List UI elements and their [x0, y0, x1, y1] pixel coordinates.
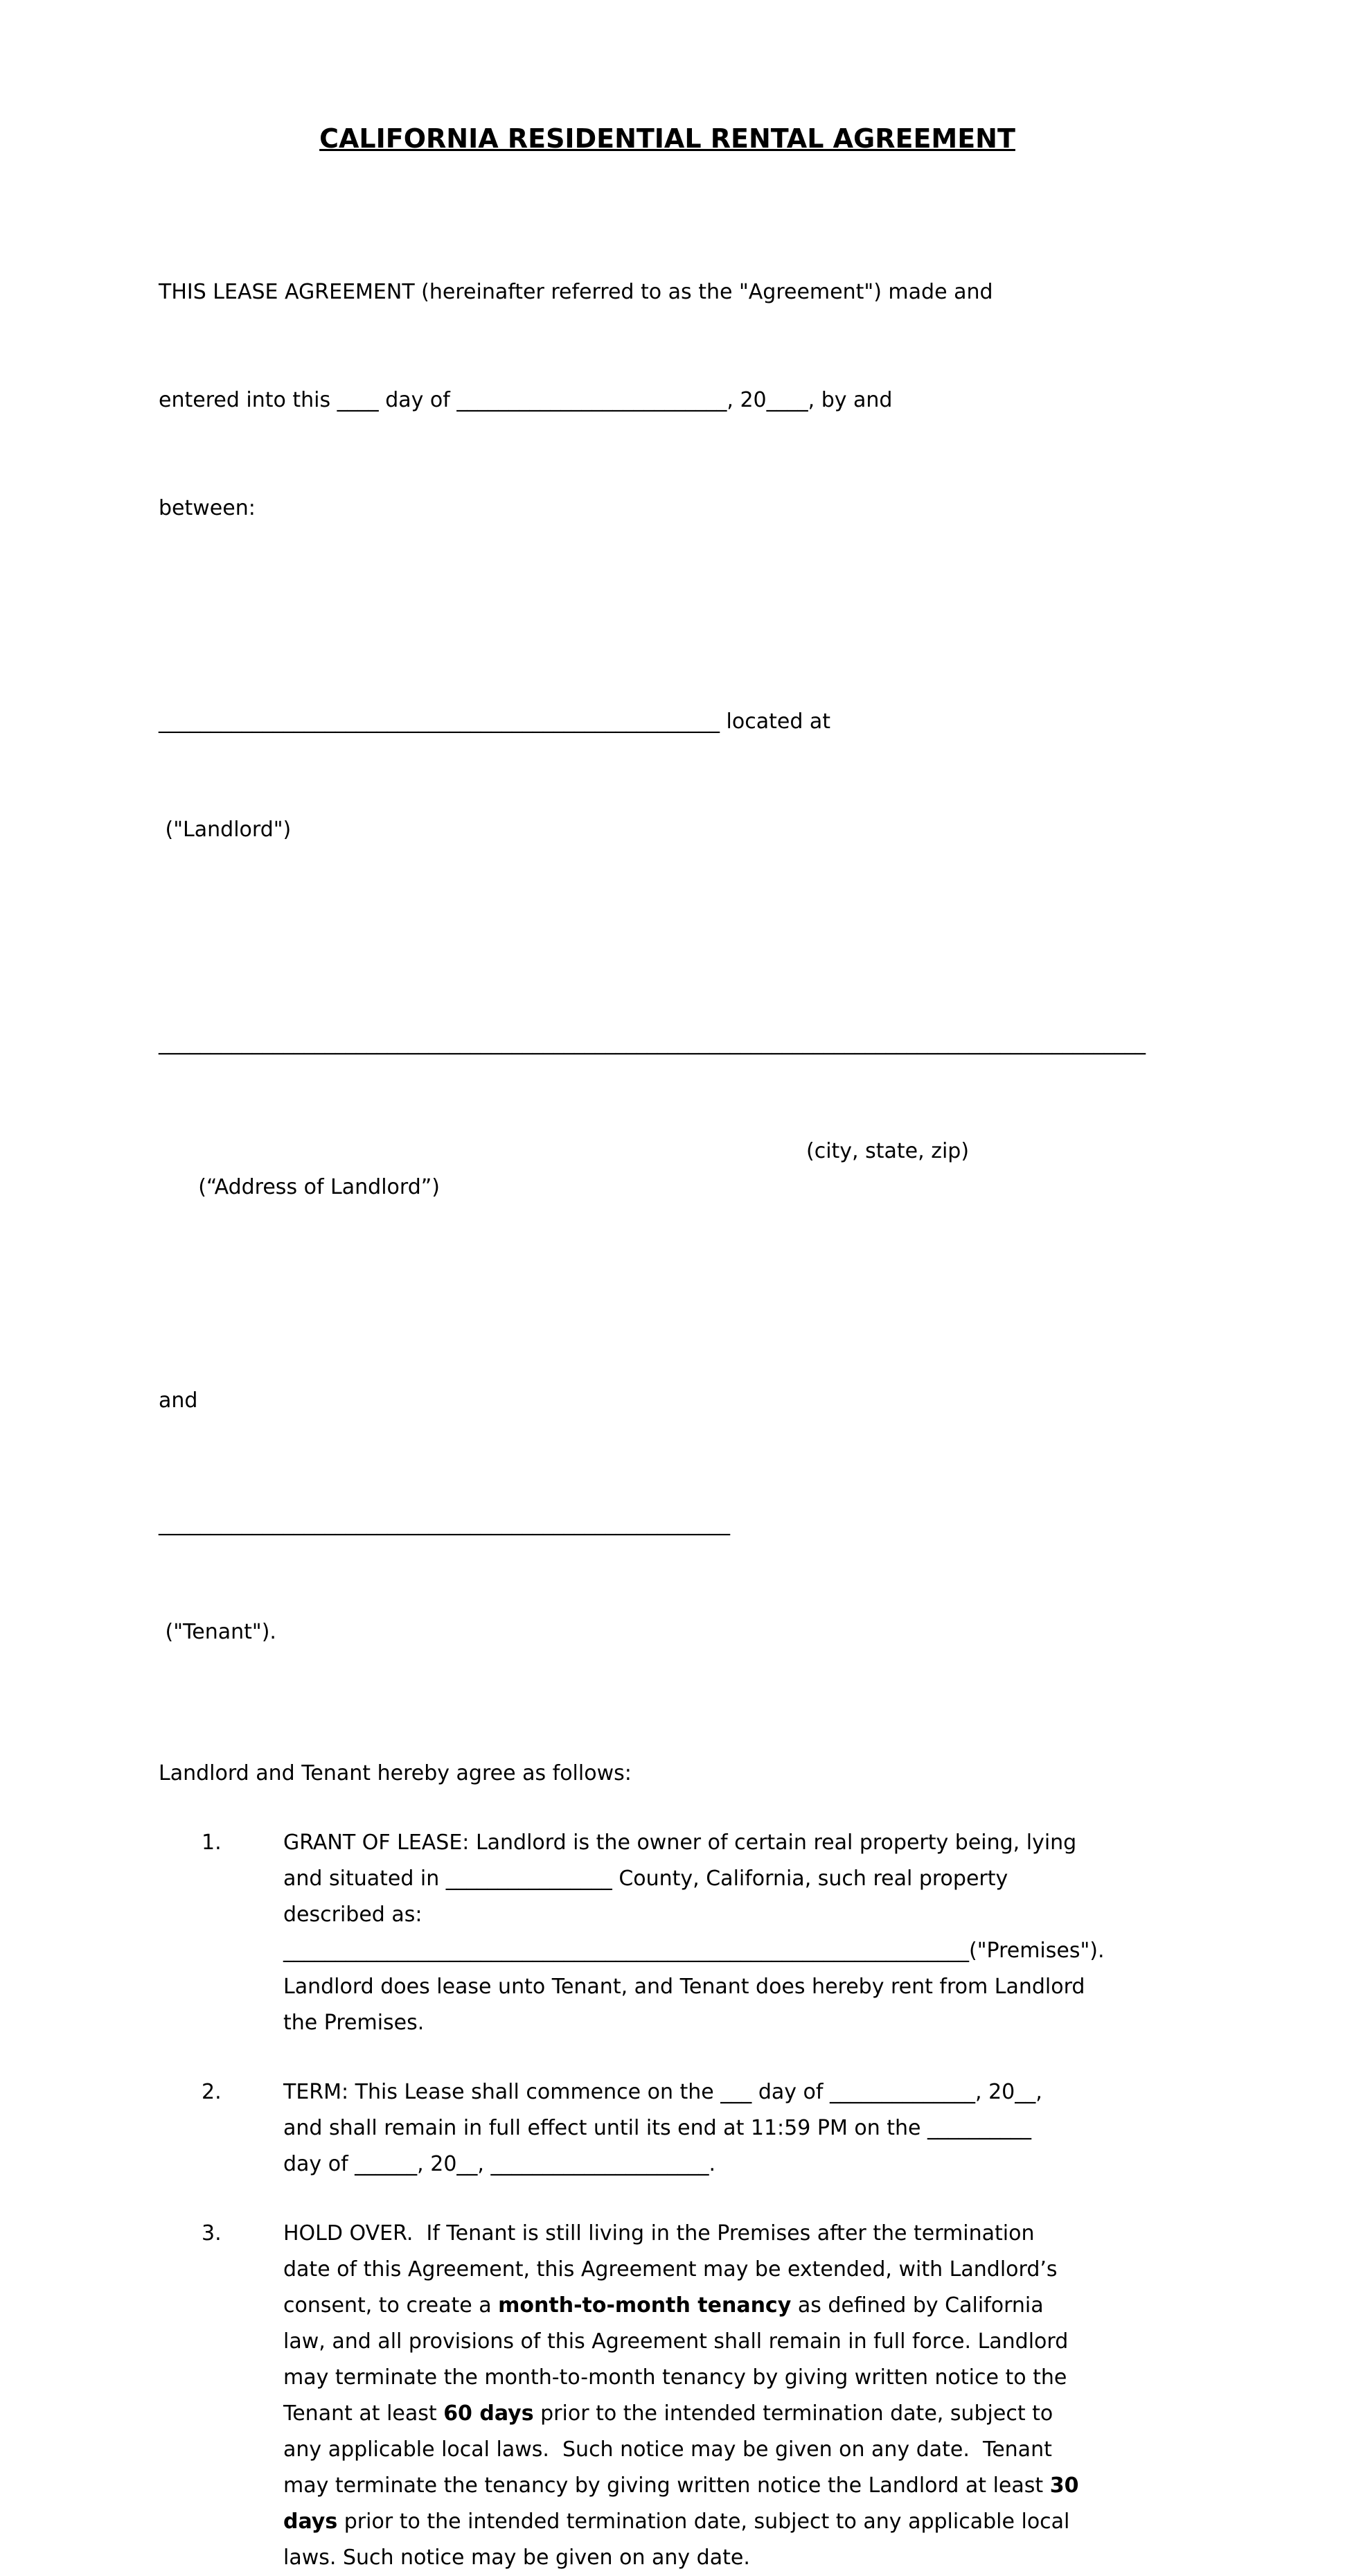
- agreement-items: [159, 1825, 1176, 2576]
- landlord-blank-line: ______________________________________________________ located at: [159, 709, 831, 734]
- landlord-address-block: [159, 953, 1176, 1350]
- text-segment: may terminate the month-to-month tenancy by giving written notice to the: [283, 2365, 1067, 2390]
- text-segment: prior to the intended termination date, subject to any applicable local: [337, 2509, 1070, 2534]
- text-line: [283, 2396, 1176, 2432]
- address-labels-row: [159, 1133, 1176, 1278]
- agreement-item-hold-over: [202, 2216, 1176, 2576]
- bold-text-segment: month-to-month tenancy: [498, 2293, 792, 2318]
- text-line: [283, 1897, 1176, 1933]
- text-line: [283, 2468, 1176, 2504]
- text-segment: consent, to create a: [283, 2293, 499, 2318]
- item-body: [283, 1825, 1176, 2041]
- text-segment: prior to the intended termination date, subject to: [533, 2401, 1053, 2426]
- intro-line-1: THIS LEASE AGREEMENT (hereinafter referred to as the "Agreement") made and: [159, 280, 993, 304]
- text-segment: Landlord does lease unto Tenant, and Tenant does hereby rent from Landlord: [283, 1975, 1085, 1999]
- item-body: [283, 2074, 1176, 2182]
- item-number: 3.: [202, 2221, 222, 2246]
- text-segment: and shall remain in full effect until its end at 11:59 PM on the __________: [283, 2116, 1032, 2140]
- address-blank-line: _______________________________________________________________________________________________: [159, 1031, 1146, 1055]
- text-line: [283, 2432, 1176, 2468]
- text-line: [283, 2110, 1176, 2146]
- text-line: [283, 2146, 1176, 2182]
- text-segment: and situated in ________________ County, California, such real property: [283, 1867, 1008, 1891]
- intro-line-2: entered into this ____ day of __________________________, 20____, by and: [159, 388, 893, 412]
- landlord-label: ("Landlord"): [159, 818, 292, 842]
- text-line: [283, 1861, 1176, 1897]
- text-segment: Tenant at least: [283, 2401, 444, 2426]
- agreement-item-term: [202, 2074, 1176, 2182]
- address-label-left: (“Address of Landlord”): [198, 1175, 440, 1199]
- text-segment: laws. Such notice may be given on any date.: [283, 2546, 750, 2570]
- intro-line-3: between:: [159, 496, 256, 520]
- text-segment: date of this Agreement, this Agreement may be extended, with Landlord’s: [283, 2257, 1058, 2282]
- bold-text-segment: 30: [1049, 2473, 1079, 2498]
- text-segment: may terminate the tenancy by giving written notice the Landlord at least: [283, 2473, 1050, 2498]
- text-segment: TERM: This Lease shall commence on the ___ day of ______________, 20__,: [283, 2080, 1042, 2104]
- text-line: [283, 2540, 1176, 2576]
- item-number: 1.: [202, 1830, 222, 1855]
- text-line: [283, 2074, 1176, 2110]
- intro-paragraph: [159, 202, 1176, 599]
- text-line: [283, 2288, 1176, 2324]
- text-line: [283, 2360, 1176, 2396]
- text-segment: day of ______, 20__, _____________________.: [283, 2152, 716, 2176]
- tenant-block: [159, 1434, 1176, 1722]
- text-segment: law, and all provisions of this Agreement shall remain in full force. Landlord: [283, 2329, 1069, 2354]
- agreement-item-grant-of-lease: [202, 1825, 1176, 2041]
- landlord-block: [159, 632, 1176, 920]
- text-line: [283, 2504, 1176, 2540]
- text-line: [283, 2005, 1176, 2041]
- page-title: CALIFORNIA RESIDENTIAL RENTAL AGREEMENT: [319, 123, 1015, 154]
- item-number: 2.: [202, 2080, 222, 2104]
- text-line: [283, 1933, 1176, 1969]
- text-segment: __________________________________________________________________("Premises").: [283, 1939, 1105, 1963]
- address-label-right: (city, state, zip): [806, 1139, 970, 1163]
- agreement-lead-in: Landlord and Tenant hereby agree as follows:: [159, 1761, 632, 1785]
- text-segment: the Premises.: [283, 2011, 425, 2035]
- tenant-blank-line: _______________________________________________________: [159, 1512, 730, 1536]
- text-line: [283, 1969, 1176, 2005]
- bold-text-segment: days: [283, 2509, 338, 2534]
- tenant-label: ("Tenant").: [159, 1620, 276, 1644]
- text-segment: any applicable local laws. Such notice may be given on any date. Tenant: [283, 2437, 1052, 2462]
- text-segment: as defined by California: [791, 2293, 1044, 2318]
- text-line: [283, 2216, 1176, 2252]
- text-segment: HOLD OVER. If Tenant is still living in the Premises after the termination: [283, 2221, 1035, 2246]
- text-segment: described as:: [283, 1903, 422, 1927]
- text-line: [283, 2252, 1176, 2288]
- and-text: and: [159, 1388, 198, 1413]
- text-segment: GRANT OF LEASE: Landlord is the owner of certain real property being, lying: [283, 1830, 1077, 1855]
- item-body: [283, 2216, 1176, 2576]
- bold-text-segment: 60 days: [443, 2401, 534, 2426]
- text-line: [283, 1825, 1176, 1861]
- text-line: [283, 2324, 1176, 2360]
